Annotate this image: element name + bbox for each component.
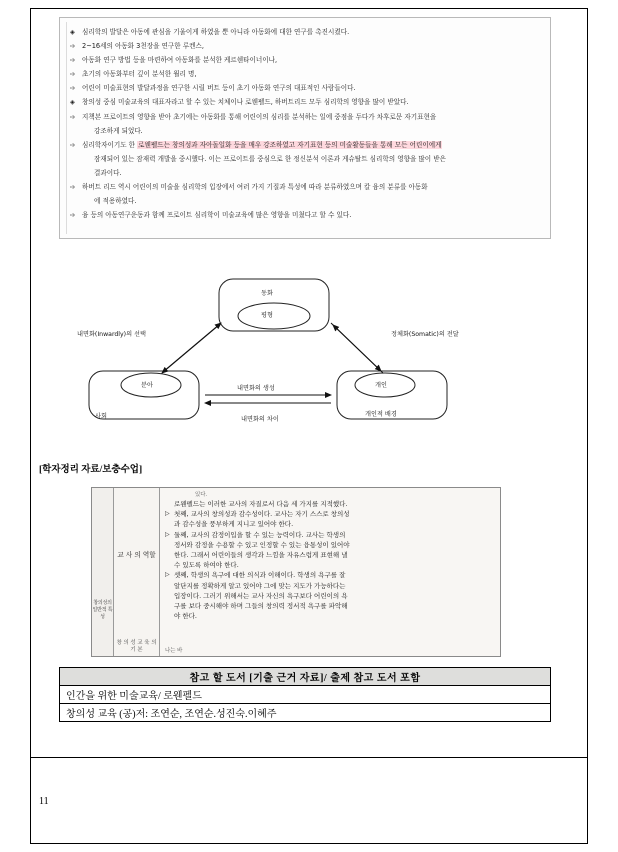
scan-line	[165, 560, 495, 570]
quote-line	[70, 41, 540, 52]
scan-line	[165, 611, 495, 621]
quoted-text-box	[59, 17, 551, 239]
quote-line-text: 하버트 리드 역시 어린이의 미술을 심리학의 입장에서 여러 가지 기질과 특성에 따라 분류하였으며 칼 융의 분류를 아동화	[82, 183, 428, 192]
quote-line-text: 초기의 아동화부터 깊이 분석한 윌리 명,	[82, 70, 197, 79]
quote-line-list	[70, 27, 540, 221]
edge-right-to-top	[333, 325, 383, 373]
scan-mid-bottom-fragment: 창 의 성 교 육 의 기 본	[116, 640, 157, 653]
scan-line-text: 입장이다. 그러기 위해서는 교사 자신의 욕구보다 어린이의 욕	[174, 591, 348, 600]
quote-line-text: 지책본 프로이트의 영향을 받아 초기에는 아동화를 통해 어린이의 심리를 분석하는 일에 중점을 두다가 차후로문 자기표현을	[82, 112, 437, 121]
edge-label-right-up: 정체화(Somatic)의 전달	[391, 331, 459, 338]
scan-line-marker-icon	[165, 560, 174, 570]
page-content-area	[31, 9, 587, 757]
quote-line-text: 어린이 미술표현의 발달과정을 연구한 시릴 버트 등이 초기 아동화 연구의 대표적인 사람들이다.	[82, 84, 356, 93]
quote-line-text: 에 적용하였다.	[94, 197, 137, 206]
quote-line-text: 심리학의 발달은 아동에 관심을 기울이게 하였을 뿐 아니라 아동화에 대한 연구를 촉진시켰다.	[82, 28, 350, 36]
document-page	[30, 8, 588, 844]
quote-line-text: 창의성 중심 미술교육의 대표자라고 할 수 있는 치체이나 로웬펠드, 하버트리드 모두 심리학의 영향을 많이 받았다.	[82, 98, 409, 107]
quote-line	[70, 97, 540, 108]
scan-line-marker-icon: ▷	[165, 571, 170, 579]
quote-line	[70, 83, 540, 94]
quote-bullet-icon: ➩	[70, 211, 76, 220]
quote-bullet-icon: ➩	[70, 112, 76, 121]
scan-line-text: 로웬펠드는 이러한 교사의 자질로서 다음 세 가지를 지적했다.	[174, 500, 348, 508]
node-label-right-inner: 개인적 배경	[365, 411, 397, 418]
scan-top-fragment: 있다.	[195, 492, 208, 498]
scanned-table-image	[91, 487, 501, 657]
section-heading: [학자정리 자료/보충수업]	[39, 465, 143, 475]
scan-line-marker-icon	[165, 591, 174, 601]
reference-table-header-cell: 참고 할 도서 [기출 근거 자료]/ 출제 참고 도서 포함	[60, 668, 551, 686]
reference-table-row	[60, 686, 551, 704]
node-label-left-outer: 사회	[95, 413, 107, 420]
quote-bullet-icon: ➩	[70, 140, 76, 149]
quote-line	[70, 210, 540, 221]
node-top-outer-shape	[219, 279, 329, 331]
quote-bullet-icon: ➩	[70, 84, 76, 93]
scan-line-marker-icon	[165, 499, 174, 509]
quote-line	[70, 182, 540, 193]
quote-line-text: 융 등의 아동연구운동과 함께 프로이트 심리학이 미술교육에 많은 영향을 미쳤다고 할 수 있다.	[82, 211, 352, 220]
scan-line-marker-icon	[165, 519, 174, 529]
scan-line-marker-icon: ▷	[165, 530, 170, 538]
quote-line	[70, 168, 540, 179]
quote-bullet-icon: ➩	[70, 70, 76, 79]
quote-bullet-icon: ➩	[70, 183, 76, 192]
quote-line	[70, 55, 540, 66]
node-label-right-outer: 개인	[375, 382, 387, 389]
scan-line	[165, 570, 495, 580]
box-inner-rule	[66, 22, 67, 234]
scan-line-marker-icon	[165, 611, 174, 621]
scan-line-text: 과 감수성을 풍부하게 지니고 있어야 한다.	[174, 520, 294, 529]
scan-line-marker-icon	[165, 540, 174, 550]
scan-left-column	[92, 488, 114, 656]
quote-line-text: 결과이다.	[94, 168, 122, 177]
scan-line	[165, 499, 495, 509]
scan-line-text: 야 한다.	[174, 612, 197, 621]
scan-line-text: 수 있도록 하여야 한다.	[174, 561, 239, 570]
reference-table-row	[60, 704, 551, 722]
reference-table-cell: 창의성 교육 (공)저: 조연순, 조연순.성진숙.이혜주	[60, 704, 551, 722]
scan-line-marker-icon	[165, 601, 174, 611]
scan-line	[165, 519, 495, 529]
quote-line	[70, 27, 540, 38]
scan-bottom-fragment: 나는 바	[165, 648, 183, 654]
scan-row-label: 교 사 의 역할	[117, 551, 156, 559]
scan-line	[165, 530, 495, 540]
quote-line-text: 잠재되어 있는 잠재력 개발을 중시했다. 이는 프로이트를 중심으로 한 정신분석 이론과 게슈탈트 심리학의 영향을 많이 받은	[94, 154, 447, 163]
node-top-inner-shape	[238, 303, 310, 329]
edge-label-center: 내면화의 생성	[237, 385, 275, 392]
diagram-canvas	[59, 271, 551, 453]
reference-table	[59, 667, 551, 722]
reference-table-cell: 인간을 위한 미술교육/ 로웬펠드	[60, 686, 551, 704]
quote-line	[70, 196, 540, 207]
scan-line-text: 한다. 그래서 어린이들의 생각과 느낌을 자유스럽게 표현해 낼	[174, 551, 348, 560]
scan-line	[165, 509, 495, 519]
edge-label-left-up: 내면화(Inwardly)의 선택	[77, 331, 146, 338]
scan-left-fragment: 창의성의 일반적 특성	[92, 600, 113, 620]
scan-line-marker-icon: ▷	[165, 510, 170, 518]
scan-line-list	[165, 499, 495, 621]
scan-line-marker-icon	[165, 550, 174, 560]
node-label-top-outer: 동화	[261, 290, 273, 297]
quote-line	[70, 126, 540, 137]
quote-line	[70, 112, 540, 123]
scan-line-text: 정서와 감정을 수용할 수 있고 인정할 수 있는 융통성이 있어야	[174, 540, 350, 549]
scan-line	[165, 540, 495, 550]
scan-line	[165, 601, 495, 611]
edge-top-to-left	[162, 325, 219, 373]
quote-line-text: 강조하게 되었다.	[94, 126, 143, 135]
quote-line	[70, 140, 540, 151]
quote-line-text: 아동화 연구 방법 등을 마련하여 아동화를 분석한 케르쉔타이너이나,	[82, 56, 278, 65]
quote-bullet-icon: ◈	[70, 28, 75, 36]
node-label-top-inner: 평형	[261, 312, 273, 319]
scan-line-marker-icon	[165, 581, 174, 591]
quote-bullet-icon: ➩	[70, 56, 76, 65]
scan-line-text: 구를 보다 중시해야 하며 그들의 창의력 정서적 욕구를 파악해	[174, 602, 348, 611]
scan-line	[165, 591, 495, 601]
quote-line-text: 2~16세의 아동화 3천장을 연구한 루켄스,	[82, 42, 204, 51]
scan-line	[165, 581, 495, 591]
quote-bullet-icon: ➩	[70, 42, 76, 51]
concept-diagram	[59, 271, 551, 453]
quote-line	[70, 69, 540, 80]
quote-line	[70, 154, 540, 165]
scan-line-text: 셋째, 학생의 욕구에 대한 의식과 이해이다. 학생의 욕구를 잘	[174, 571, 346, 580]
reference-table-header-row	[60, 668, 551, 686]
page-number: 11	[39, 796, 49, 807]
quote-line-text: 심리학자이기도 한 로웬펠드는 창의성과 자아돌일화 등을 매우 강조하였고 자기표현 등의 미술활동들을 통해 모든 어린이에게	[82, 140, 442, 149]
node-label-left-inner: 분아	[141, 382, 153, 389]
scan-line-text: 첫째, 교사의 창의성과 감수성이다. 교사는 자기 스스로 창의성	[174, 510, 350, 519]
scan-line-text: 알단지를 정확하게 알고 있어야 그에 맞는 지도가 가능하다는	[174, 581, 346, 590]
edge-label-bottom: 내면화의 차이	[241, 416, 279, 423]
scan-line	[165, 550, 495, 560]
scan-row-label-column	[114, 488, 160, 656]
quote-bullet-icon: ◈	[70, 98, 75, 107]
scan-line-text: 둘째, 교사의 감정이입을 할 수 있는 능력이다. 교사는 학생의	[174, 530, 346, 539]
scan-main-column	[160, 488, 500, 656]
page-footer	[31, 757, 587, 843]
